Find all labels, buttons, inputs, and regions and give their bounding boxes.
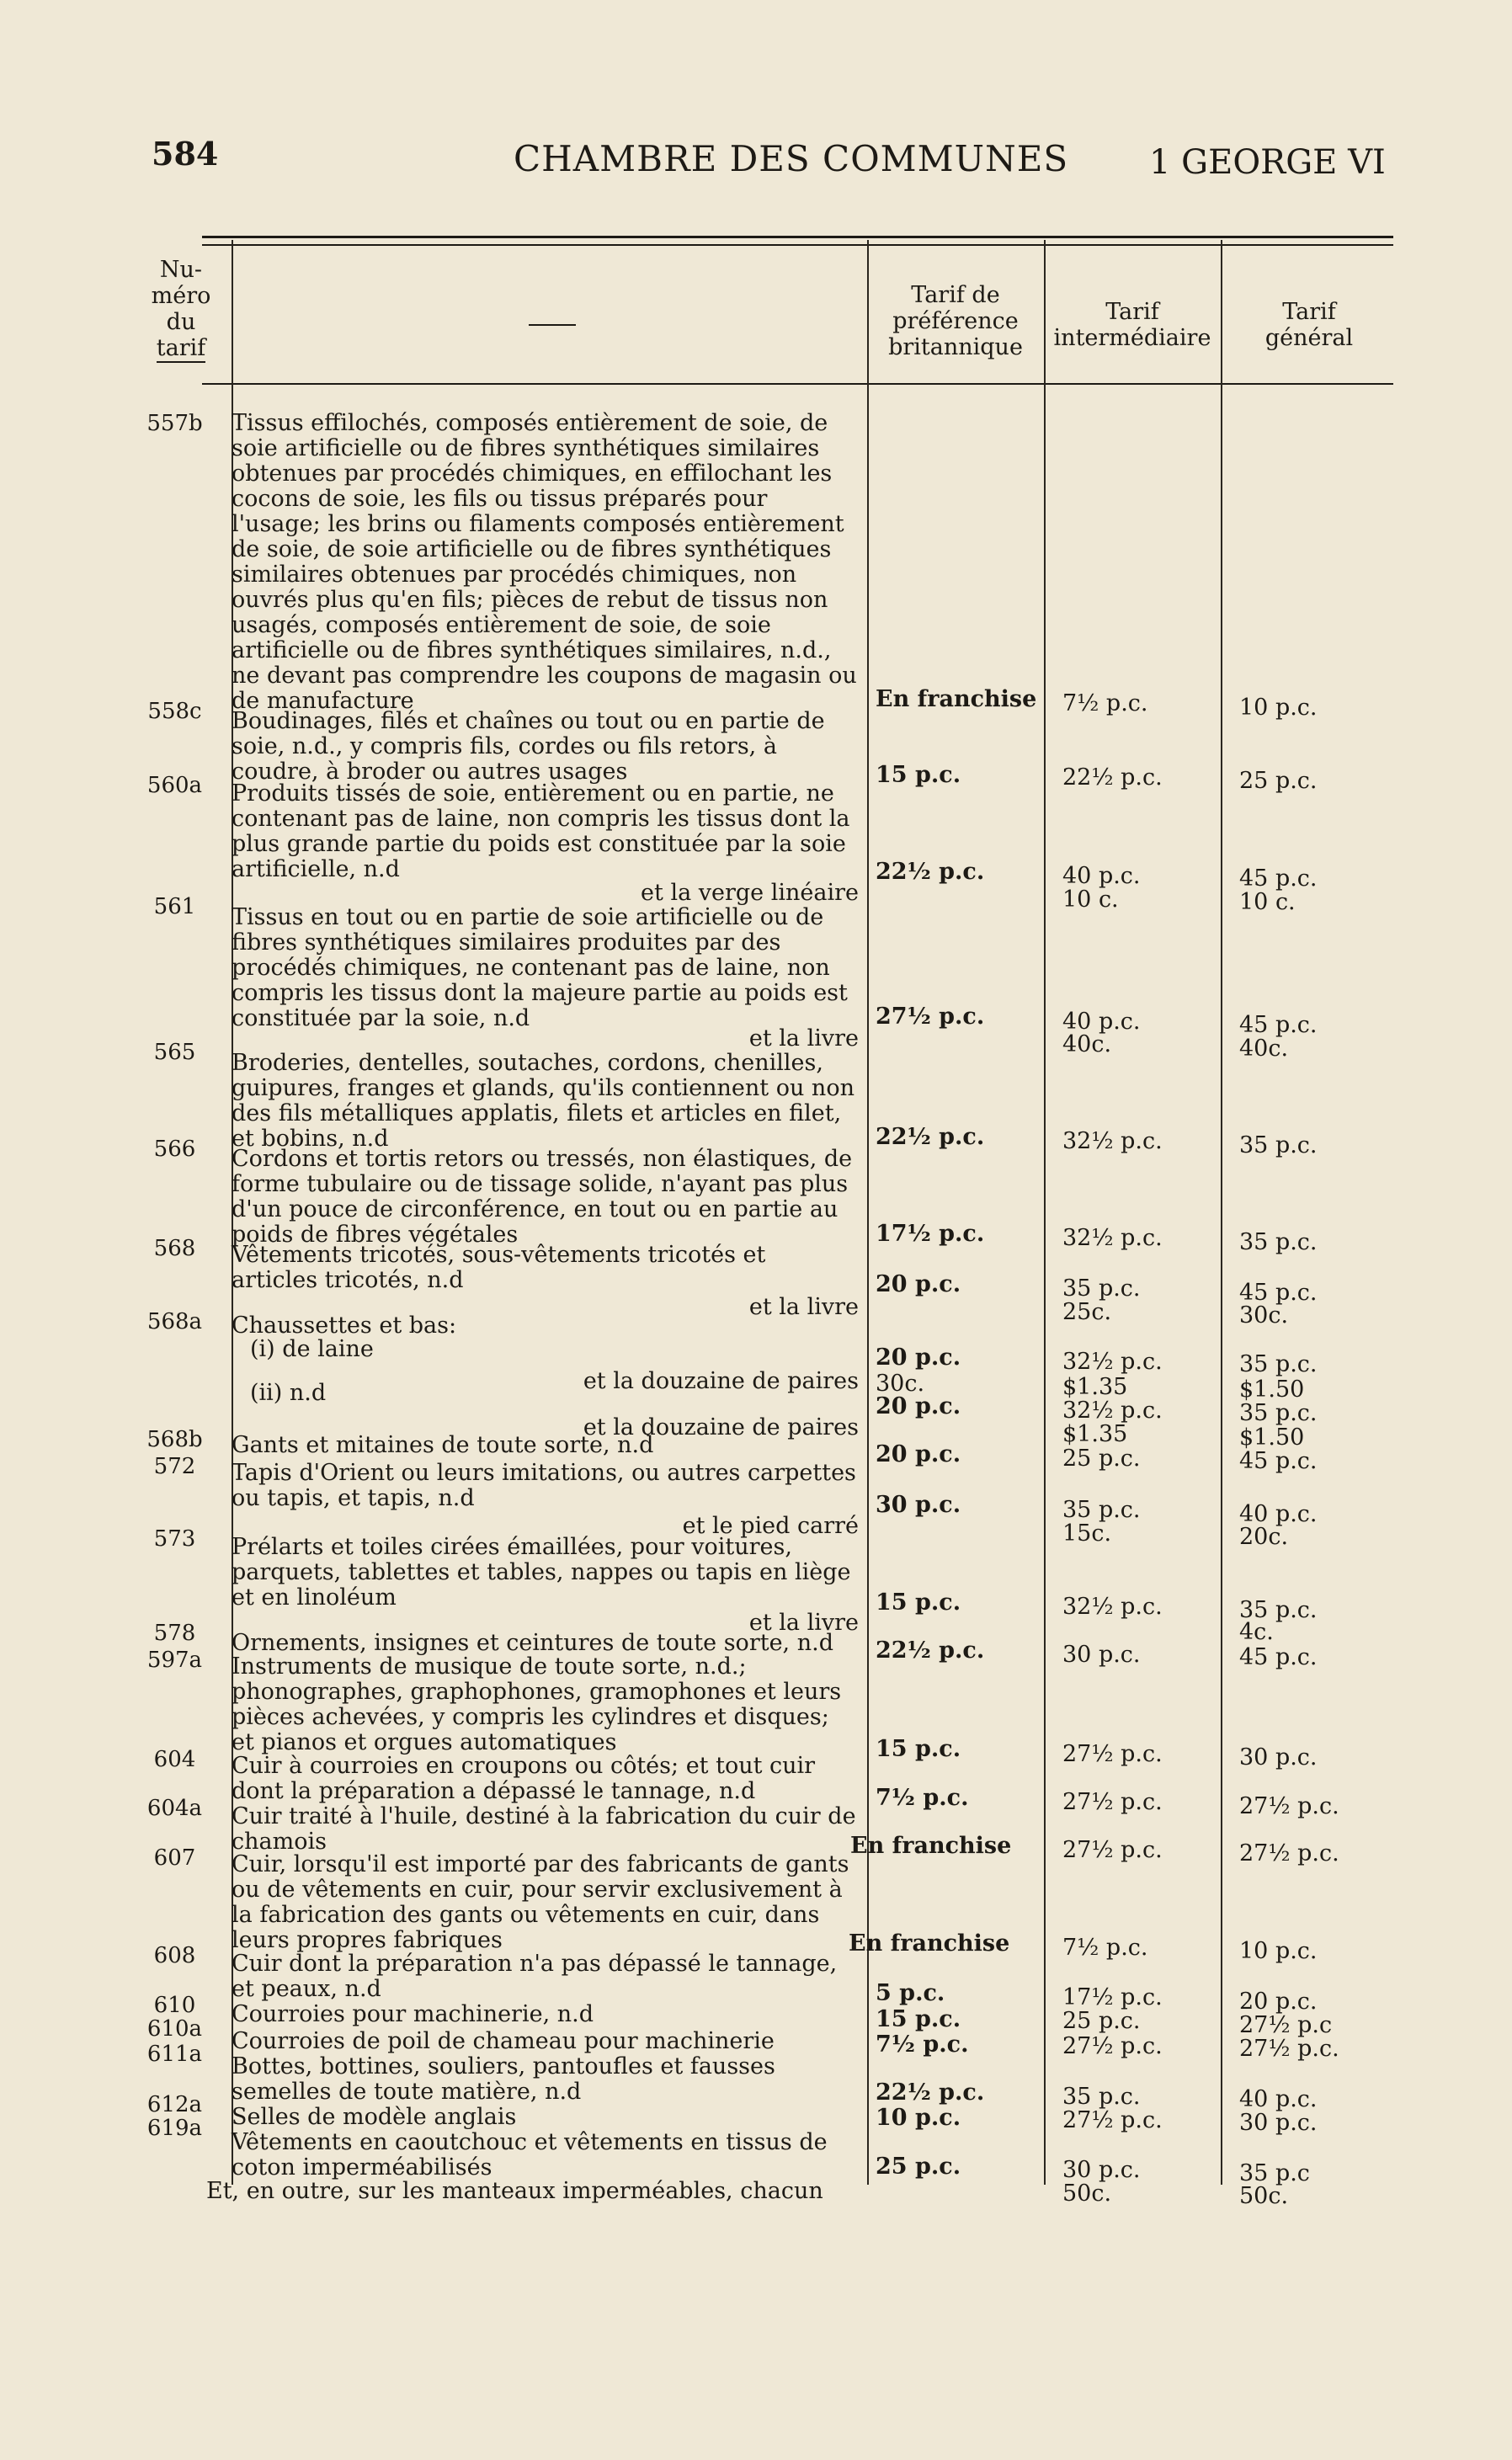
tariff-number: 619a <box>146 2116 203 2141</box>
rate-general: 40c. <box>1239 1036 1289 1062</box>
rate-general: 4c. <box>1239 1619 1274 1645</box>
tariff-number: 607 <box>153 1845 196 1871</box>
tariff-number: 610a <box>146 2016 203 2042</box>
page-number: 584 <box>152 135 219 173</box>
rate-general: 35 p.c. <box>1239 1351 1318 1377</box>
rate-intermediate: 27½ p.c. <box>1062 2033 1163 2059</box>
rate-general: 10 p.c. <box>1239 1938 1318 1964</box>
unit-qualifier: et la livre <box>748 1610 859 1636</box>
rate-general: 10 p.c. <box>1239 695 1318 721</box>
rate-general: 35 p.c. <box>1239 1400 1318 1426</box>
rate-british-preferential: 5 p.c. <box>876 1980 945 2006</box>
rate-intermediate: 40 p.c. <box>1062 863 1141 889</box>
rate-general: 45 p.c. <box>1239 1280 1318 1306</box>
tariff-description: (i) de laine <box>250 1336 374 1362</box>
unit-qualifier: et la verge linéaire <box>641 880 859 906</box>
rate-general: 35 p.c. <box>1239 1229 1318 1255</box>
rate-general: 45 p.c. <box>1239 1448 1318 1474</box>
tariff-description: Produits tissés de soie, entièrement ou en partie, ne contenant pas de laine, non compris les tissus dont la plus grande partie du poids est constituée par la soie artificielle, n.d <box>232 780 850 882</box>
rate-british-preferential: 22½ p.c. <box>876 1637 985 1664</box>
header-intermediate: Tarif intermédiaire <box>1053 299 1211 351</box>
rate-british-preferential: 15 p.c. <box>876 1736 961 1762</box>
rate-intermediate: 40 p.c. <box>1062 1009 1141 1035</box>
rate-british-preferential: 15 p.c. <box>876 2006 961 2032</box>
tariff-number: 604 <box>153 1747 196 1772</box>
tariff-description: Prélarts et toiles cirées émaillées, pour voitures, parquets, tablettes et tables, nappes ou tapis en liège et en linoléum <box>232 1534 851 1611</box>
tariff-number: 558c <box>147 699 202 724</box>
tariff-number: 610 <box>153 1993 196 2018</box>
rate-intermediate: 7½ p.c. <box>1062 690 1148 716</box>
column-divider <box>867 240 869 2185</box>
rate-general: 35 p.c. <box>1239 1597 1318 1623</box>
rate-british-preferential: 7½ p.c. <box>876 1785 969 1811</box>
header-description-dash <box>529 324 576 326</box>
tariff-number: 612a <box>146 2092 203 2117</box>
rate-general: 45 p.c. <box>1239 1644 1318 1670</box>
tariff-description: Et, en outre, sur les manteaux imperméables, chacun <box>206 2178 823 2204</box>
rate-general: $1.50 <box>1239 1376 1305 1403</box>
rate-british-preferential: 30 p.c. <box>876 1492 961 1518</box>
unit-qualifier: et la douzaine de paires <box>583 1414 859 1440</box>
rate-intermediate: 40c. <box>1062 1031 1112 1057</box>
rate-british-preferential: En franchise <box>876 686 1037 712</box>
rate-british-preferential: 25 p.c. <box>876 2154 961 2180</box>
tariff-number: 557b <box>146 411 203 436</box>
rate-intermediate: 30 p.c. <box>1062 1642 1141 1668</box>
rate-british-preferential: En franchise <box>849 1930 1010 1957</box>
running-reign: 1 GEORGE VI <box>1149 143 1386 182</box>
tariff-number: 572 <box>153 1454 196 1479</box>
rate-general: $1.50 <box>1239 1424 1305 1451</box>
tariff-number: 566 <box>153 1137 196 1162</box>
tariff-description: Boudinages, filés et chaînes ou tout ou en partie de soie, n.d., y compris fils, cordes ou fils retors, à coudre, à broder ou autres usages <box>232 708 825 785</box>
rate-intermediate: 15c. <box>1062 1520 1112 1547</box>
column-divider <box>1044 240 1046 2185</box>
rate-general: 27½ p.c <box>1239 2012 1333 2038</box>
rate-general: 30c. <box>1239 1302 1289 1329</box>
rate-general: 10 c. <box>1239 889 1296 915</box>
rate-british-preferential: En franchise <box>850 1833 1012 1859</box>
tariff-description: Cordons et tortis retors ou tressés, non élastiques, de forme tubulaire ou de tissage solide, n'ayant pas plus d'un pouce de circonférence, en tout ou en partie au poids de fibres végétales <box>232 1146 853 1248</box>
rate-british-preferential: 22½ p.c. <box>876 859 985 885</box>
rate-intermediate: $1.35 <box>1062 1374 1128 1400</box>
tariff-description: Vêtements en caoutchouc et vêtements en tissus de coton imperméabilisés <box>232 2129 828 2180</box>
tariff-description: Vêtements tricotés, sous-vêtements tricotés et articles tricotés, n.d <box>232 1242 766 1293</box>
rate-intermediate: $1.35 <box>1062 1421 1128 1447</box>
rate-intermediate: 27½ p.c. <box>1062 1837 1163 1863</box>
tariff-description: Tapis d'Orient ou leurs imitations, ou autres carpettes ou tapis, et tapis, n.d <box>232 1460 856 1511</box>
rate-intermediate: 35 p.c. <box>1062 1497 1141 1523</box>
tariff-description: Gants et mitaines de toute sorte, n.d <box>232 1432 654 1458</box>
rate-british-preferential: 22½ p.c. <box>876 2079 985 2106</box>
rate-british-preferential: 20 p.c. <box>876 1344 961 1371</box>
tariff-description: Bottes, bottines, souliers, pantoufles et fausses semelles de toute matière, n.d <box>232 2053 775 2105</box>
tariff-number: 573 <box>153 1526 196 1552</box>
tariff-number: 560a <box>146 773 203 798</box>
tariff-description: Courroies de poil de chameau pour machinerie <box>232 2028 775 2054</box>
rate-british-preferential: 15 p.c. <box>876 1589 961 1616</box>
tariff-number: 568a <box>146 1309 203 1334</box>
tariff-number: 561 <box>153 894 196 919</box>
tariff-description: Ornements, insignes et ceintures de toute sorte, n.d <box>232 1630 833 1656</box>
rate-british-preferential: 7½ p.c. <box>876 2031 969 2058</box>
rate-intermediate: 25 p.c. <box>1062 2008 1141 2034</box>
rate-british-preferential: 10 p.c. <box>876 2105 961 2131</box>
unit-qualifier: et la douzaine de paires <box>583 1368 859 1394</box>
tariff-number: 578 <box>153 1621 196 1646</box>
rate-british-preferential: 15 p.c. <box>876 762 961 788</box>
rate-intermediate: 22½ p.c. <box>1062 764 1163 791</box>
rate-british-preferential: 27½ p.c. <box>876 1004 985 1030</box>
tariff-number: 568b <box>146 1427 203 1452</box>
running-head <box>0 135 1512 194</box>
header-british-preferential: Tarif de préférence britannique <box>888 282 1023 360</box>
tariff-description: Tissus effilochés, composés entièrement de soie, de soie artificielle ou de fibres synthétiques similaires obtenues par procédés chimiques, en effilochant les cocons de soie, les fils ou tissus préparés pour l'usage; les brins ou filaments composés entièrement de soie, de soie artificielle ou de fibres synthétiques similaires obtenues par procédés chimiques, non ouvrés plus qu'en fils; pièces de rebut de tissus non usagés, composés entièrement de soie, de soie artificielle ou de fibres synthétiques similaires, n.d., ne devant pas comprendre les coupons de magasin ou de manufacture <box>232 410 857 714</box>
tariff-number: 568 <box>153 1236 196 1261</box>
rate-general: 20c. <box>1239 1524 1289 1550</box>
rate-british-preferential: 20 p.c. <box>876 1271 961 1297</box>
rate-general: 27½ p.c. <box>1239 1840 1339 1866</box>
tariff-description: Cuir traité à l'huile, destiné à la fabrication du cuir de chamois <box>232 1803 856 1855</box>
rate-intermediate: 30 p.c. <box>1062 2157 1141 2183</box>
rate-intermediate: 25 p.c. <box>1062 1446 1141 1472</box>
header-bottom-rule <box>202 383 1393 385</box>
tariff-description: Instruments de musique de toute sorte, n.d.; phonographes, graphophones, gramophones et leurs pièces achevées, y compris les cylindres et disques; et pianos et orgues automatiques <box>232 1653 842 1755</box>
top-rule <box>202 236 1393 238</box>
rate-intermediate: 32½ p.c. <box>1062 1398 1163 1424</box>
rate-general: 25 p.c. <box>1239 768 1318 794</box>
rate-general: 40 p.c. <box>1239 1501 1318 1527</box>
rate-intermediate: 32½ p.c. <box>1062 1594 1163 1620</box>
tariff-number: 604a <box>146 1796 203 1821</box>
rate-general: 30 p.c. <box>1239 2110 1318 2136</box>
rate-general: 30 p.c. <box>1239 1744 1318 1770</box>
header-general: Tarif général <box>1264 299 1354 351</box>
rate-intermediate: 7½ p.c. <box>1062 1935 1148 1961</box>
rate-british-preferential: 17½ p.c. <box>876 1221 985 1247</box>
rate-british-preferential: 22½ p.c. <box>876 1124 985 1150</box>
header-tariff-number: Nu- méro du tarif <box>151 257 211 361</box>
tariff-description: Tissus en tout ou en partie de soie artificielle ou de fibres synthétiques similaires produites par des procédés chimiques, ne contenant pas de laine, non compris les tissus dont la majeure partie au poids est constituée par la soie, n.d <box>232 904 848 1031</box>
rate-british-preferential: 20 p.c. <box>876 1441 961 1467</box>
top-rule-thin <box>202 244 1393 246</box>
unit-qualifier: et la livre <box>748 1294 859 1320</box>
tariff-number: 611a <box>146 2042 203 2067</box>
rate-intermediate: 32½ p.c. <box>1062 1225 1163 1251</box>
rate-general: 35 p.c <box>1239 2160 1310 2186</box>
rate-intermediate: 32½ p.c. <box>1062 1349 1163 1375</box>
rate-general: 45 p.c. <box>1239 1012 1318 1038</box>
rate-general: 50c. <box>1239 2183 1289 2209</box>
rate-intermediate: 27½ p.c. <box>1062 2107 1163 2133</box>
rate-general: 35 p.c. <box>1239 1132 1318 1158</box>
rate-intermediate: 17½ p.c. <box>1062 1984 1163 2010</box>
unit-qualifier: et la livre <box>748 1025 859 1052</box>
unit-qualifier: et le pied carré <box>682 1513 859 1539</box>
rate-intermediate: 50c. <box>1062 2180 1112 2207</box>
running-title: CHAMBRE DES COMMUNES <box>514 138 1069 179</box>
rate-intermediate: 27½ p.c. <box>1062 1789 1163 1815</box>
tariff-description: Chaussettes et bas: <box>232 1313 457 1339</box>
rate-intermediate: 27½ p.c. <box>1062 1741 1163 1767</box>
rate-general: 40 p.c. <box>1239 2086 1318 2112</box>
column-divider <box>1221 240 1222 2185</box>
rate-general: 45 p.c. <box>1239 865 1318 892</box>
tariff-description: Selles de modèle anglais <box>232 2104 517 2130</box>
rate-general: 27½ p.c. <box>1239 1793 1339 1819</box>
tariff-description: Cuir, lorsqu'il est importé par des fabricants de gants ou de vêtements en cuir, pour servir exclusivement à la fabrication des gants ou vêtements en cuir, dans leurs propres fabriques <box>232 1851 849 1953</box>
rate-british-preferential: 20 p.c. <box>876 1393 961 1419</box>
tariff-description: Courroies pour machinerie, n.d <box>232 2001 594 2027</box>
rate-british-preferential: 30c. <box>876 1371 925 1397</box>
tariff-number: 597a <box>146 1648 203 1673</box>
rate-intermediate: 35 p.c. <box>1062 1275 1141 1302</box>
tariff-number: 608 <box>153 1943 196 1968</box>
tariff-description: Cuir à courroies en croupons ou côtés; et tout cuir dont la préparation a dépassé le tannage, n.d <box>232 1753 816 1804</box>
tariff-description: (ii) n.d <box>250 1380 327 1406</box>
tariff-number: 565 <box>153 1040 196 1065</box>
rate-general: 27½ p.c. <box>1239 2036 1339 2062</box>
rate-intermediate: 35 p.c. <box>1062 2084 1141 2110</box>
rate-general: 20 p.c. <box>1239 1989 1318 2015</box>
rate-intermediate: 10 c. <box>1062 887 1119 913</box>
rate-intermediate: 25c. <box>1062 1299 1112 1325</box>
tariff-description: Broderies, dentelles, soutaches, cordons, chenilles, guipures, franges et glands, qu'ils contiennent ou non des fils métalliques applatis, filets et articles en filet, et bobins, n.d <box>232 1050 854 1152</box>
rate-intermediate: 32½ p.c. <box>1062 1128 1163 1154</box>
tariff-description: Cuir dont la préparation n'a pas dépassé le tannage, et peaux, n.d <box>232 1951 838 2002</box>
